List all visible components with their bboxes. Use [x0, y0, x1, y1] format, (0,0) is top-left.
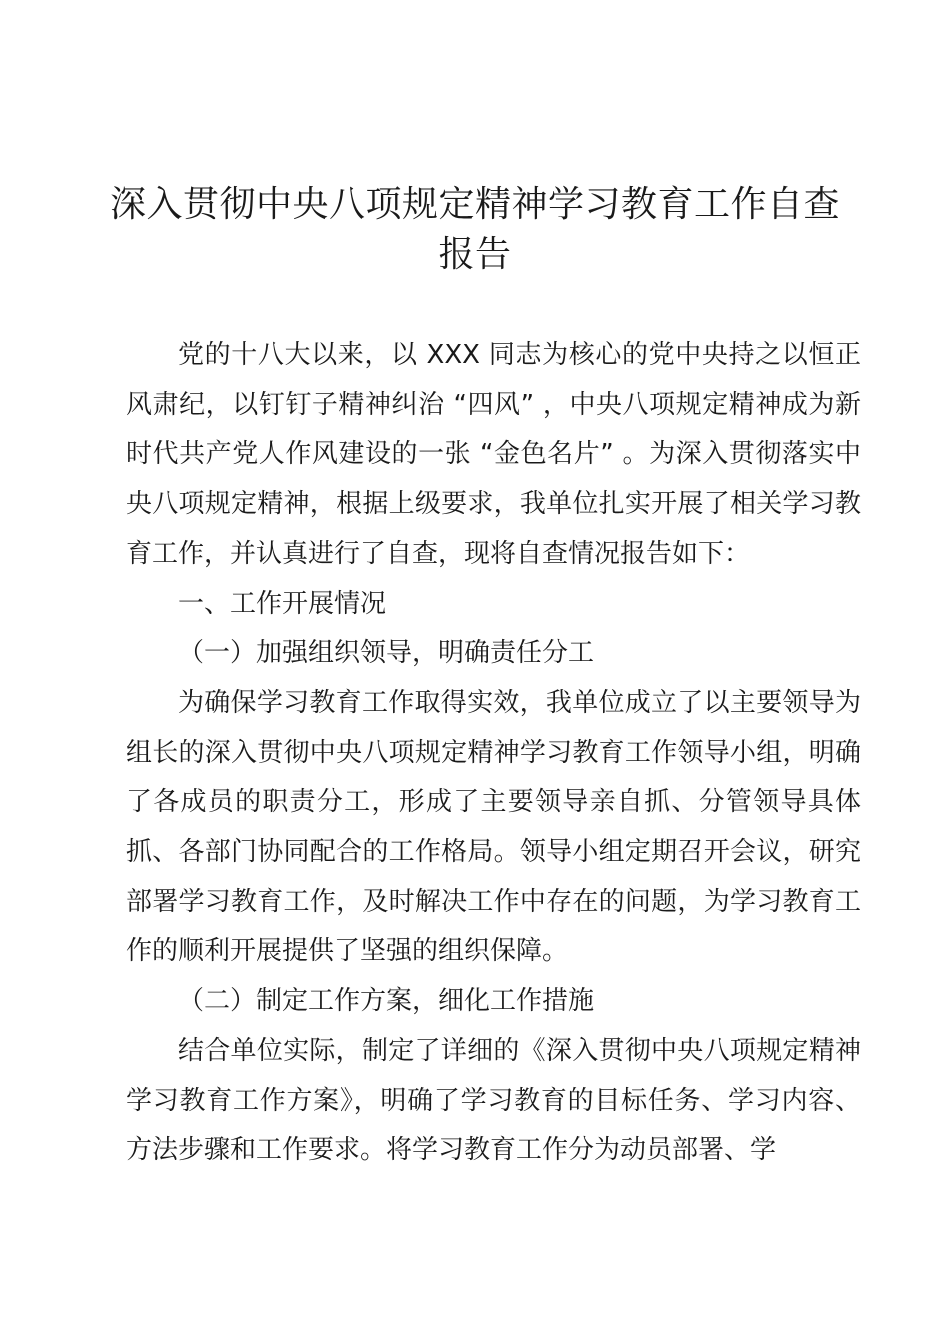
- subsection-heading-1: （一）加强组织领导，明确责任分工: [178, 638, 595, 669]
- paragraph-organization: 为确保学习教育工作取得实效，我单位成立了以主要领导为组长的深入贯彻中央八项规定精神学习教育工作领导小组，明确了各成员的职责分工，形成了主要领导亲自抓、分管领导具体抓、各部门协同配合的工作格局。领导小组定期召开会议，研究部署学习教育工作，及时解决工作中存在的问题，为学习教育工作的顺利开展提供了坚强的组织保障。: [126, 687, 861, 967]
- document-title: 深入贯彻中央八项规定精神学习教育工作自查报告: [110, 184, 841, 275]
- paragraph-work-plan: 结合单位实际，制定了详细的《深入贯彻中央八项规定精神学习教育工作方案》，明确了学习教育的目标任务、学习内容、方法步骤和工作要求。将学习教育工作分为动员部署、学: [126, 1035, 861, 1166]
- paragraph-intro: 党的十八大以来，以 XXX 同志为核心的党中央持之以恒正风肃纪，以钉钉子精神纠治 “四风” ，中央八项规定精神成为新时代共产党人作风建设的一张 “金色名片” 。为深入贯彻落实中央八项规定精神，根据上级要求，我单位扎实开展了相关学习教育工作，并认真进行了自查，现将自查情况报告如下：: [126, 340, 861, 569]
- subsection-heading-2: （二）制定工作方案，细化工作措施: [178, 986, 595, 1017]
- section-heading-work-progress: 一、工作开展情况: [178, 588, 387, 619]
- document-body: [126, 331, 861, 1176]
